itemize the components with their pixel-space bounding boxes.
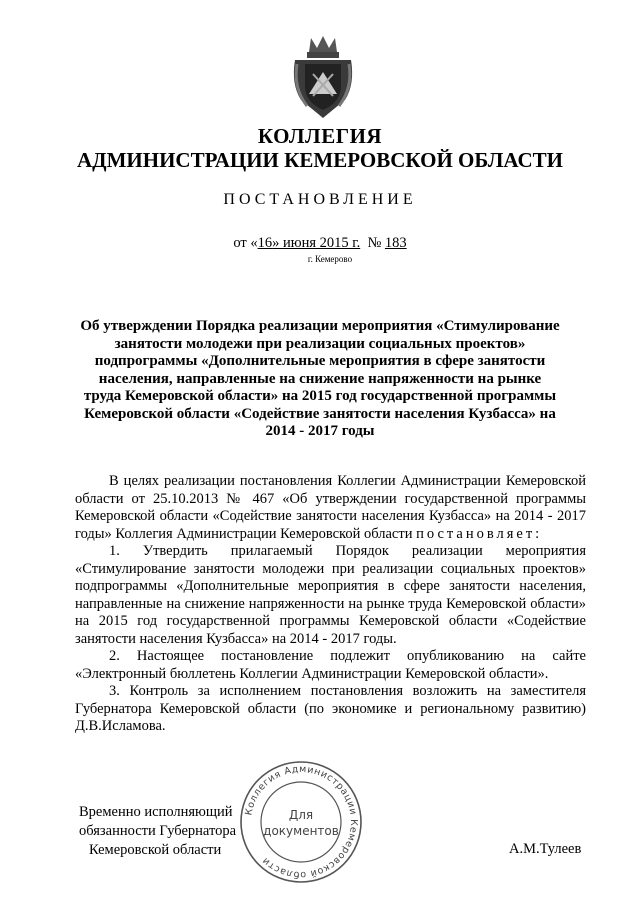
document-number: 183 bbox=[384, 235, 407, 251]
document-body bbox=[75, 473, 586, 736]
preamble-paragraph bbox=[75, 473, 586, 543]
position-line-1: Временно исполняющий bbox=[79, 804, 233, 820]
date-prefix: от « bbox=[233, 235, 258, 251]
org-title-line1: КОЛЛЕГИЯ bbox=[257, 124, 383, 148]
signatory-position bbox=[79, 803, 236, 860]
kemerovo-coat-of-arms-icon bbox=[294, 36, 352, 118]
date-month-year: » июня 2015 г. bbox=[272, 235, 361, 251]
item-3: 3. Контроль за исполнением постановления возложить на заместителя Губернатора Кемеровской области (по экономике и региональному развитию) Д.В.Исламова. bbox=[75, 683, 586, 734]
date-line bbox=[0, 235, 640, 252]
stamp-inner-line1: Для bbox=[288, 808, 314, 822]
city-label: г. Кемерово bbox=[307, 254, 353, 264]
item-1: 1. Утвердить прилагаемый Порядок реализации мероприятия «Стимулирование занятости молодежи при реализации социальных проектов» подпрограммы «Дополнительные мероприятия в сфере занятости населения, направленные на снижение напряженности на рынке труда Кемеровской области» на 2015 год государственной программы Кемеровской области «Содействие занятости населения Кузбасса» на 2014 - 2017 годы. bbox=[75, 543, 586, 647]
item-2: 2. Настоящее постановление подлежит опубликованию на сайте «Электронный бюллетень Коллегии Администрации Кемеровской области». bbox=[75, 648, 586, 682]
preamble-text: В целях реализации постановления Коллегии Администрации Кемеровской области от 25.10.2013 № 467 «Об утверждении государственной программы Кемеровской области «Содействие занятости населения Кузбасса» на 2014 - 2017 годы» Коллегия Администрации Кемеровской области bbox=[75, 473, 586, 542]
stamp-inner-line2: документов bbox=[263, 824, 339, 838]
document-title: Об утверждении Порядка реализации мероприятия «Стимулирование занятости молодежи при реализации социальных проектов» подпрограммы «Дополнительные мероприятия в сфере занятости населения, направленные на снижение напряженности на рынке труда Кемеровской области» на 2015 год государственной программы Кемеровской области «Содействие занятости населения Кузбасса» на 2014 - 2017 годы bbox=[80, 318, 560, 439]
org-title-line2: АДМИНИСТРАЦИИ КЕМЕРОВСКОЙ ОБЛАСТИ bbox=[76, 148, 564, 172]
position-line-2: обязанности Губернатора bbox=[79, 823, 237, 839]
official-stamp bbox=[238, 759, 364, 885]
position-line-3: Кемеровской области bbox=[89, 842, 222, 858]
date-day: 16 bbox=[257, 235, 273, 251]
signatory-name: А.М.Тулеев bbox=[509, 841, 582, 857]
document-type: ПОСТАНОВЛЕНИЕ bbox=[223, 191, 417, 208]
stamp-outer-text: Коллегия Администрации Кемеровской области bbox=[243, 763, 360, 881]
number-label: № bbox=[367, 235, 382, 251]
resolves-text: постановляет: bbox=[416, 525, 543, 542]
coat-of-arms-emblem bbox=[291, 34, 355, 120]
